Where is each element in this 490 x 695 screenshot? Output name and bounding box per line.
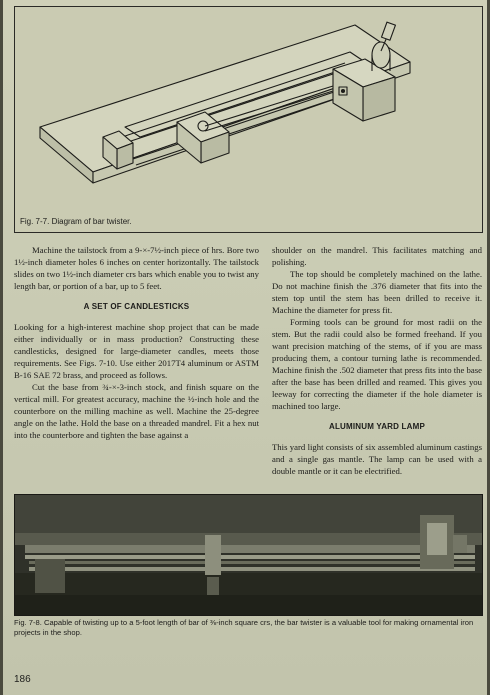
- figure-7-7-caption: Fig. 7-7. Diagram of bar twister.: [20, 217, 132, 226]
- left-paragraph-3: Cut the base from ¾-×-3-inch stock, and finish square on the vertical mill. For greatest accuracy, machine the ½-inch hole and the counterbore on the milling machine as well. Machine the 25-degree angle on the lathe. Hold the base on a threaded mandrel. Fit a hex nut into the counterbore and tighten the base against a: [14, 382, 259, 440]
- right-paragraph-2: The top should be completely machined on the lathe. Do not machine finish the .376 diameter that fits into the stem top until the stem has been drilled to receive it. Machine the diameter for press fit.: [272, 269, 482, 315]
- book-page: [3, 0, 487, 695]
- bar-twister-diagram: [15, 7, 482, 217]
- right-paragraph-3: Forming tools can be ground for most radii on the stem. But the radii could also be formed freehand. If you want precision matching of the stems, of if you are mass producing them, a contour turning lathe is recommended. Machine finish the .502 diameter that press fits into the base after the base has been drilled and reamed. This gives you leeway for correcting the diameter if the hole diameter is machined too large.: [272, 317, 482, 411]
- right-column: [272, 244, 482, 477]
- left-column: [14, 244, 259, 441]
- left-paragraph-2: Looking for a high-interest machine shop project that can be made either individually or in mass production? Constructing these candlesticks, designed for large-diameter candles, meets those requirements. See Figs. 7-10. Use either 2017T4 aluminum or ASTM B-16 SAE 72 brass, and proceed as follows.: [14, 322, 259, 380]
- figure-7-7: [14, 6, 483, 233]
- section-heading-candlesticks: A SET OF CANDLESTICKS: [83, 302, 190, 311]
- figure-7-8-caption: Fig. 7-8. Capable of twisting up to a 5-foot length of bar of ⅜-inch square crs, the bar twister is a valuable tool for making ornamental iron projects in the shop.: [14, 618, 474, 637]
- bar-twister-photograph: [15, 495, 482, 615]
- page-number: 186: [14, 674, 31, 685]
- figure-7-8-photo: [14, 494, 483, 616]
- section-heading-yard-lamp: ALUMINUM YARD LAMP: [328, 422, 426, 431]
- right-paragraph-1: shoulder on the mandrel. This facilitates matching and polishing.: [272, 245, 482, 267]
- right-paragraph-4: This yard light consists of six assembled aluminum castings and a single gas mantle. The lamp can be used with a double mantle or it can be electrified.: [272, 442, 482, 476]
- left-paragraph-1: Machine the tailstock from a 9-×-7½-inch piece of hrs. Bore two 1½-inch diameter holes 6 inches on center horizontally. The tailstock slides on two 1½-inch diameter crs bars which enable you to twist any length bar, or portion of a bar, up to 5 feet.: [14, 245, 259, 291]
